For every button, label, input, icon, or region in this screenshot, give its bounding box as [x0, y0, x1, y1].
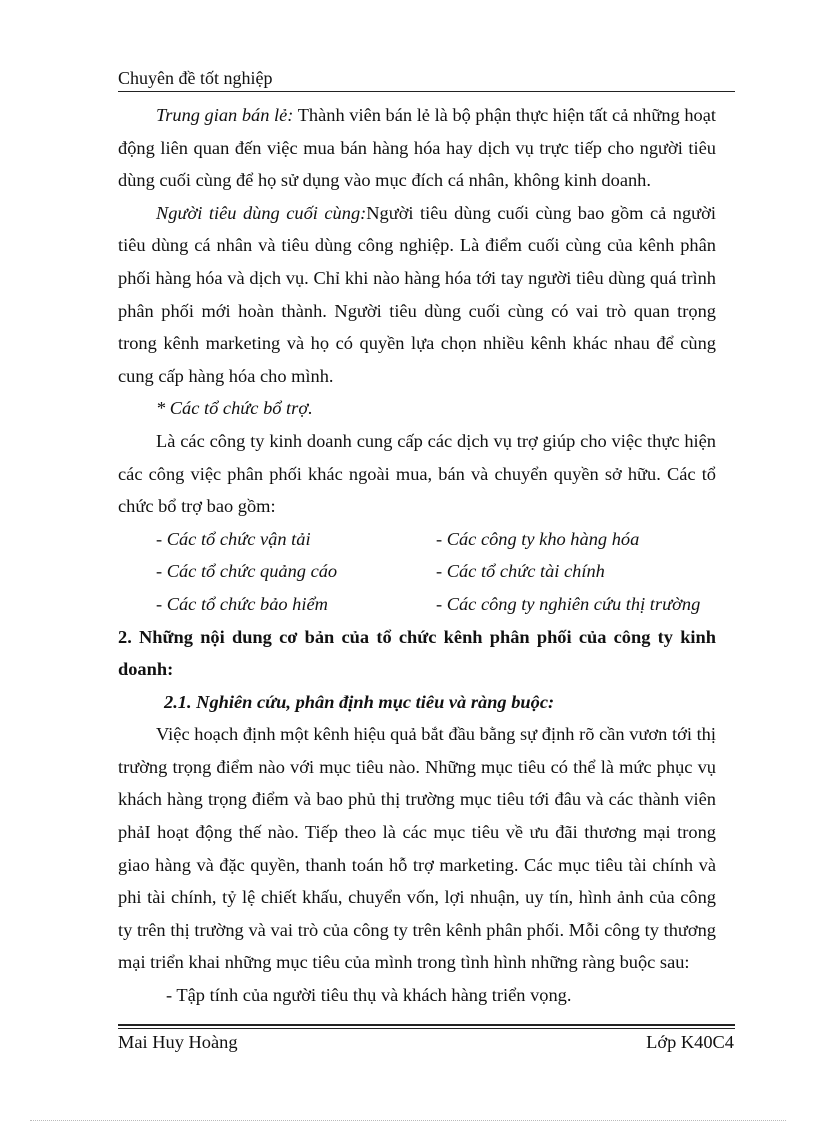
support-organizations-list — [118, 523, 716, 621]
section-heading: 2. Những nội dung cơ bản của tổ chức kênh phân phối của công ty kinh doanh: — [118, 626, 716, 680]
footer-divider-thin — [118, 1028, 735, 1029]
heading-support-organizations: * Các tổ chức bổ trợ. — [156, 398, 313, 419]
list-item: - Các công ty kho hàng hóa — [436, 528, 640, 549]
list-item: - Các tổ chức bảo hiểm — [156, 593, 328, 614]
page-content — [118, 99, 716, 1012]
footer-class: Lớp K40C4 — [646, 1032, 734, 1052]
page-bottom-edge — [30, 1120, 786, 1121]
term-retail-intermediary: Trung gian bán lẻ: — [156, 105, 294, 125]
subsection-heading: 2.1. Nghiên cứu, phân định mục tiêu và ràng buộc: — [164, 691, 555, 712]
footer-author: Mai Huy Hoàng — [118, 1032, 238, 1052]
list-item: - Các tổ chức vận tải — [156, 528, 311, 549]
end-consumer-text: Người tiêu dùng cuối cùng bao gồm cả người tiêu dùng cá nhân và tiêu dùng công nghiệp. Là điểm cuối cùng của kênh phân phối hàng hóa và dịch vụ. Chỉ khi nào hàng hóa tới tay người tiêu dùng quá trình phân phối mới hoàn thành. Người tiêu dùng cuối cùng có vai trò quan trọng trong kênh marketing và họ có quyền lựa chọn nhiều kênh khác nhau để cùng cung cấp hàng hóa cho mình. — [118, 202, 716, 386]
header-divider — [118, 91, 735, 92]
retail-intermediary-text: Thành viên bán lẻ là bộ phận thực hiện tất cả những hoạt động liên quan đến việc mua bán hàng hóa hay dịch vụ trực tiếp cho người tiêu dùng cuối cùng để họ sử dụng vào mục đích cá nhân, không kinh doanh. — [118, 105, 716, 191]
paragraph-channel-planning: Việc hoạch định một kênh hiệu quả bắt đầu bằng sự định rõ cần vươn tới thị trường trọng điểm nào với mục tiêu nào. Những mục tiêu có thể là mức phục vụ khách hàng trọng điểm và bao phủ thị trường mục tiêu tới đâu và các thành viên phảI hoạt động thế nào. Tiếp theo là các mục tiêu về ưu đãi thương mại trong giao hàng và đặc quyền, thanh toán hỗ trợ marketing. Các mục tiêu tài chính và phi tài chính, tỷ lệ chiết khấu, chuyển vốn, lợi nhuận, uy tín, hình ảnh của công ty trên thị trường và vai trò của công ty trên kênh phân phối. Mỗi công ty thương mại triển khai những mục tiêu của mình trong tình hình những ràng buộc sau: — [118, 724, 716, 973]
paragraph-support-organizations: Là các công ty kinh doanh cung cấp các dịch vụ trợ giúp cho việc thực hiện các công việc phân phối khác ngoài mua, bán và chuyển quyền sở hữu. Các tổ chức bổ trợ bao gồm: — [118, 430, 716, 517]
bullet-item: - Tập tính của người tiêu thụ và khách hàng triển vọng. — [166, 985, 572, 1006]
paragraph-end-consumer — [118, 197, 716, 393]
list-item: - Các công ty nghiên cứu thị trường — [436, 593, 701, 614]
paragraph-retail-intermediary — [118, 99, 716, 197]
footer-divider — [118, 1024, 735, 1026]
list-item: - Các tổ chức tài chính — [436, 561, 605, 582]
list-item: - Các tổ chức quảng cáo — [156, 561, 338, 582]
page-header: Chuyên đề tốt nghiệp — [118, 68, 273, 88]
term-end-consumer: Người tiêu dùng cuối cùng: — [156, 202, 367, 223]
